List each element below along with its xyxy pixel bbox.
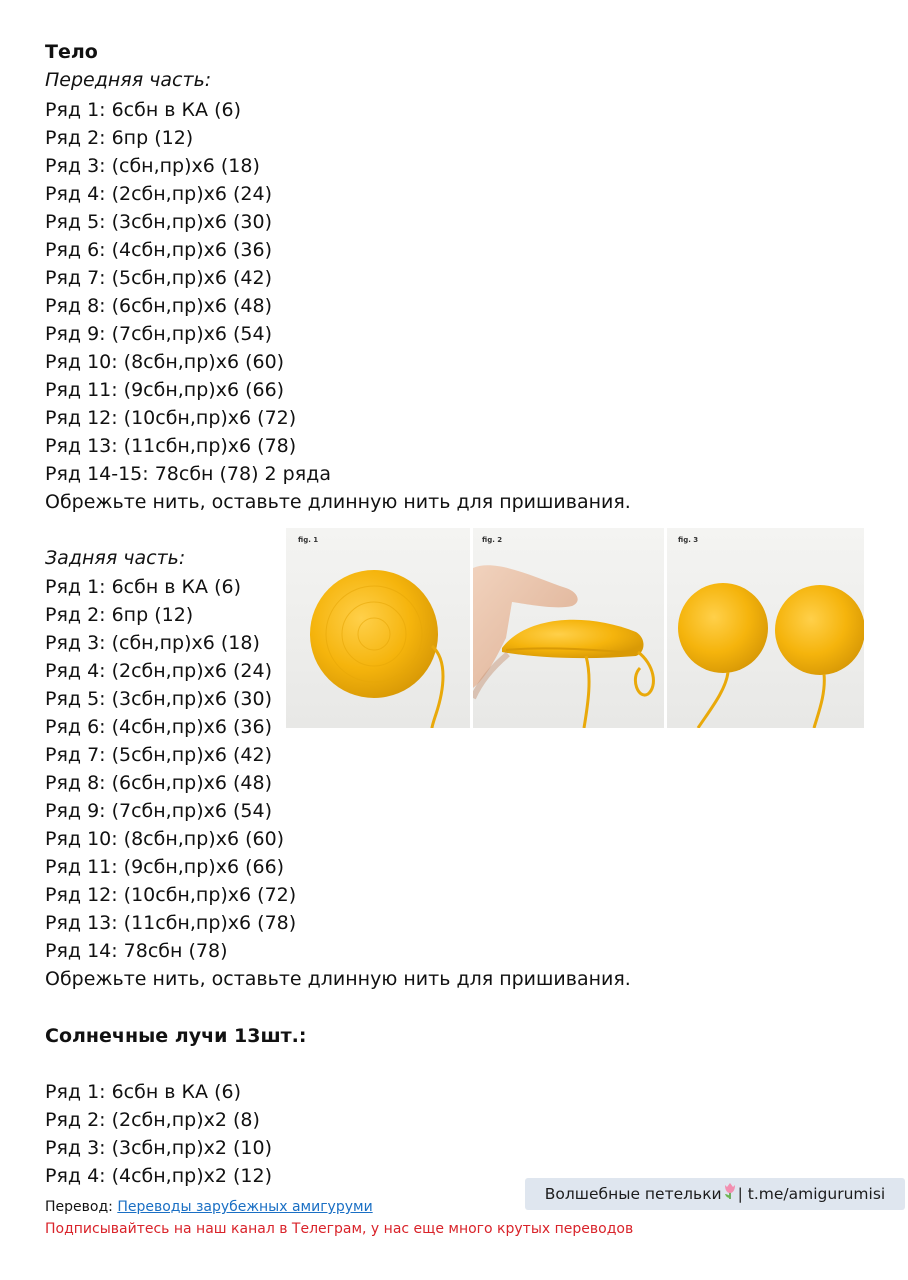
pattern-row: Ряд 3: (сбн,пр)х6 (18) [45, 632, 260, 654]
translation-credit [45, 1197, 373, 1217]
pattern-row: Ряд 13: (11сбн,пр)х6 (78) [45, 435, 297, 457]
pattern-row: Ряд 11: (9сбн,пр)х6 (66) [45, 379, 285, 401]
tulip-icon [723, 1179, 737, 1211]
fig-3-label: fig. 3 [678, 536, 699, 544]
back-finish-note: Обрежьте нить, оставьте длинную нить для пришивания. [45, 968, 631, 990]
pattern-row: Ряд 7: (5сбн,пр)х6 (42) [45, 744, 272, 766]
fig-2-label: fig. 2 [482, 536, 503, 544]
pattern-row: Ряд 5: (3сбн,пр)х6 (30) [45, 688, 272, 710]
pattern-row: Ряд 6: (4сбн,пр)х6 (36) [45, 716, 272, 738]
pattern-row: Ряд 12: (10сбн,пр)х6 (72) [45, 884, 297, 906]
pattern-row: Ряд 8: (6сбн,пр)х6 (48) [45, 295, 272, 317]
crochet-photo-strip [286, 528, 864, 728]
section-title-rays: Солнечные лучи 13шт.: [45, 1025, 307, 1047]
watermark-title: Волшебные петельки [544, 1185, 722, 1203]
pattern-row: Ряд 3: (3сбн,пр)х2 (10) [45, 1137, 272, 1159]
pattern-row: Ряд 2: 6пр (12) [45, 127, 194, 149]
pattern-row: Ряд 14-15: 78сбн (78) 2 ряда [45, 463, 331, 485]
channel-watermark [525, 1178, 905, 1210]
subscribe-note: Подписывайтесь на наш канал в Телеграм, у нас еще много крутых переводов [45, 1221, 634, 1237]
pattern-row: Ряд 9: (7сбн,пр)х6 (54) [45, 800, 272, 822]
pattern-row: Ряд 10: (8сбн,пр)х6 (60) [45, 351, 285, 373]
pattern-row: Ряд 6: (4сбн,пр)х6 (36) [45, 239, 272, 261]
pattern-row: Ряд 2: 6пр (12) [45, 604, 194, 626]
pattern-row: Ряд 7: (5сбн,пр)х6 (42) [45, 267, 272, 289]
pattern-row: Ряд 5: (3сбн,пр)х6 (30) [45, 211, 272, 233]
translation-label: Перевод: [45, 1199, 118, 1215]
translation-link[interactable]: Переводы зарубежных амигуруми [117, 1199, 373, 1215]
pattern-row: Ряд 12: (10сбн,пр)х6 (72) [45, 407, 297, 429]
section-title-body: Тело [45, 41, 98, 63]
pattern-row: Ряд 13: (11сбн,пр)х6 (78) [45, 912, 297, 934]
watermark-link[interactable]: | t.me/amigurumisi [737, 1185, 886, 1203]
pattern-row: Ряд 10: (8сбн,пр)х6 (60) [45, 828, 285, 850]
pattern-row: Ряд 9: (7сбн,пр)х6 (54) [45, 323, 272, 345]
pattern-row: Ряд 1: 6сбн в КА (6) [45, 99, 241, 121]
front-finish-note: Обрежьте нить, оставьте длинную нить для пришивания. [45, 491, 631, 513]
pattern-row: Ряд 14: 78сбн (78) [45, 940, 228, 962]
pattern-row: Ряд 4: (2сбн,пр)х6 (24) [45, 660, 272, 682]
pattern-row: Ряд 4: (4сбн,пр)х2 (12) [45, 1165, 272, 1187]
subtitle-front-part: Передняя часть: [45, 69, 212, 91]
photo-panel-1 [286, 528, 470, 728]
pattern-row: Ряд 1: 6сбн в КА (6) [45, 576, 241, 598]
fig-1-label: fig. 1 [298, 536, 319, 544]
pattern-row: Ряд 2: (2сбн,пр)х2 (8) [45, 1109, 260, 1131]
pattern-row: Ряд 1: 6сбн в КА (6) [45, 1081, 241, 1103]
subtitle-back-part: Задняя часть: [45, 547, 186, 569]
pattern-row: Ряд 3: (сбн,пр)х6 (18) [45, 155, 260, 177]
photo-panel-3 [667, 528, 864, 728]
photo-panel-2 [473, 528, 664, 728]
pattern-row: Ряд 4: (2сбн,пр)х6 (24) [45, 183, 272, 205]
pattern-row: Ряд 11: (9сбн,пр)х6 (66) [45, 856, 285, 878]
pattern-row: Ряд 8: (6сбн,пр)х6 (48) [45, 772, 272, 794]
